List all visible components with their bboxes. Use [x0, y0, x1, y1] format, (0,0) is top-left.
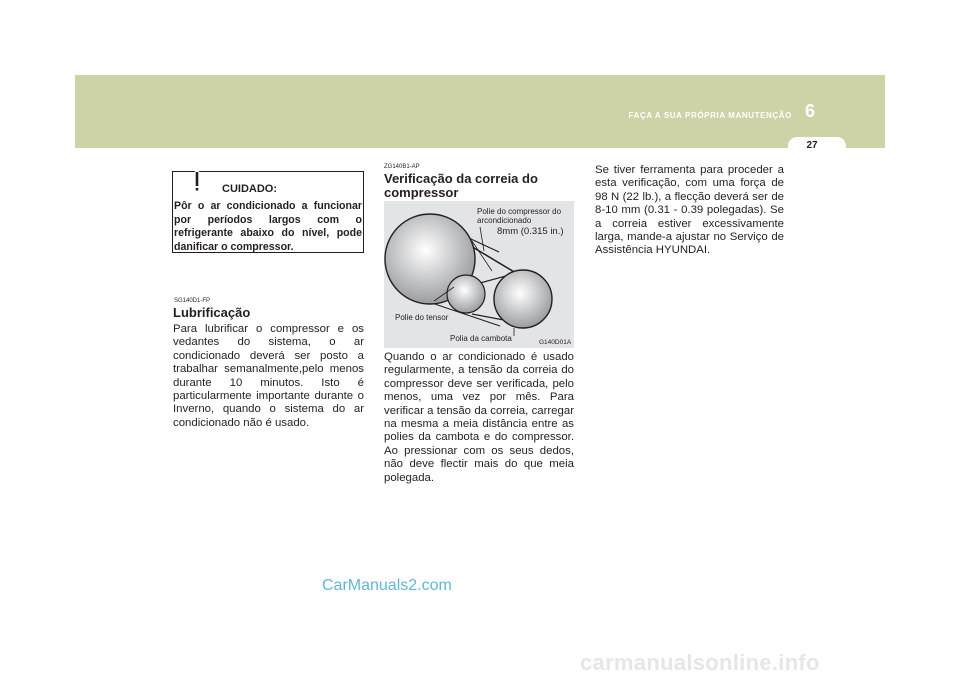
belt-check-code: ZG140B1-AP	[384, 164, 420, 170]
caution-title: CUIDADO:	[222, 183, 277, 195]
lubrication-body: Para lubrificar o compressor e os vedantes do sistema, o ar condicionado deverá ser posto a trabalhar semanalmente,pelo menos durante 10 minutos. Isto é particularmente importante durante o Inverno, quando o sistema do ar condicionado não é usado.	[173, 323, 364, 429]
deflection-measurement: 8mm (0.315 in.)	[497, 226, 564, 237]
watermark-logo[interactable]: CarManuals2.com	[322, 577, 452, 594]
exclamation-triangle-icon	[176, 168, 218, 192]
watermark-site: carmanualsonline.info	[580, 650, 820, 675]
section-title: FAÇA A SUA PRÓPRIA MANUTENÇÃO	[628, 111, 792, 120]
belt-check-body: Quando o ar condicionado é usado regularmente, a tensão da correia do compressor deve ser verificada, pelo menos, uma vez por mês. Para verificar a tensão da correia, carregar na mesma a meia distância entre as polies da cambota e do compressor. Ao pressionar com os seus dedos, não deve flectir mais do que meia polegada.	[384, 351, 574, 484]
caution-text: Pôr o ar condicionado a funcionar por períodos largos com o refrigerante abaixo do nível, pode danificar o compressor.	[174, 200, 362, 253]
camshaft-pulley	[494, 270, 552, 328]
lubrication-code: SG140D1-FP	[174, 298, 211, 304]
lubrication-title: Lubrificação	[173, 305, 251, 320]
belt-check-title: Verificação da correia do compressor	[384, 171, 538, 200]
label-compressor-pulley: Polie do compressor do arcondicionado	[477, 207, 562, 225]
page-number: 27	[806, 140, 818, 151]
tensioner-pulley	[447, 275, 485, 313]
label-camshaft-pulley: Polia da cambota	[450, 334, 512, 343]
figure-code: G140D01A	[539, 339, 572, 346]
label-tensioner-pulley: Polie do tensor	[395, 313, 449, 322]
leader-compressor	[480, 227, 484, 251]
chapter-number: 6	[804, 101, 815, 121]
right-column-body: Se tiver ferramenta para proceder a esta verificação, com uma força de 98 N (22 lb.), a flecção deverá ser de 8-10 mm (0.31 - 0.39 polegadas). Se a correia estiver excessivamente larga, mande-a ajustar no Serviço de Assistência HYUNDAI.	[595, 164, 784, 257]
belt-diagram-figure	[384, 201, 574, 348]
